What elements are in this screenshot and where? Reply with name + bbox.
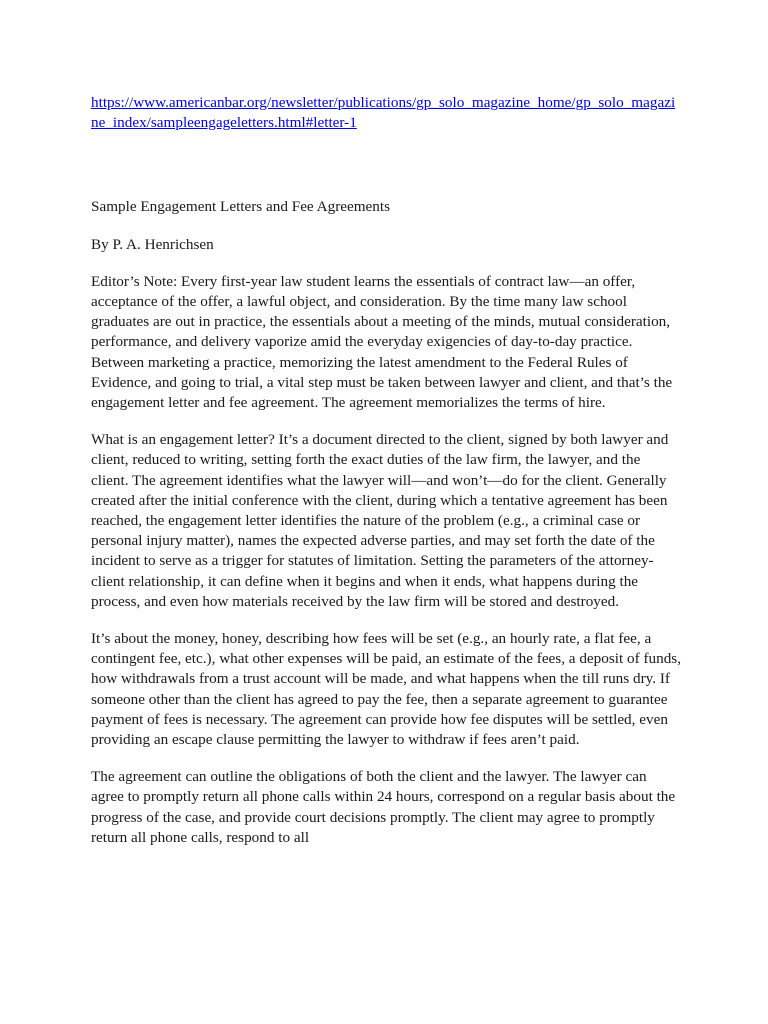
byline: By P. A. Henrichsen [91, 235, 214, 253]
paragraph-editors-note: Editor’s Note: Every first-year law student learns the essentials of contract law—an offer, acceptance of the offer, a lawful object, and consideration. By the time many law school graduates are out in practice, the essentials about a meeting of the minds, mutual consideration, performance, and delivery vaporize amid the everyday exigencies of day-to-day practice. Between marketing a practice, memorizing the latest amendment to the Federal Rules of Evidence, and going to trial, a vital step must be taken between lawyer and client, and that’s the engagement letter and fee agreement. The agreement memorializes the terms of hire. [91, 272, 673, 412]
paragraph-fees: It’s about the money, honey, describing how fees will be set (e.g., an hourly rate, a flat fee, a contingent fee, etc.), what other expenses will be paid, an estimate of the fees, a deposit of funds, how withdrawals from a trust account will be made, and what happens when the till runs dry. If someone other than the client has agreed to pay the fee, then a separate agreement to guarantee payment of fees is necessary. The agreement can provide how fee disputes will be settled, even providing an escape clause permitting the lawyer to withdraw if fees aren’t paid. [91, 630, 682, 749]
paragraph-obligations: The agreement can outline the obligations of both the client and the lawyer. The lawyer can agree to promptly return all phone calls within 24 hours, correspond on a regular basis about the progress of the case, and provide court decisions promptly. The client may agree to promptly return all phone calls, respond to all [91, 768, 676, 846]
source-link[interactable]: https://www.americanbar.org/newsletter/publications/gp_solo_magazine_home/gp_solo_magazine_index/sampleengageletters.html#letter-1 [91, 94, 676, 132]
document-body [91, 93, 681, 848]
document-title: Sample Engagement Letters and Fee Agreements [91, 198, 391, 216]
paragraph-engagement-letter-definition: What is an engagement letter? It’s a document directed to the client, signed by both lawyer and client, reduced to writing, setting forth the exact duties of the law firm, the lawyer, and the client. The agreement identifies what the lawyer will—and won’t—do for the client. Generally created after the initial conference with the client, during which a tentative agreement has been reached, the engagement letter identifies the nature of the problem (e.g., a criminal case or personal injury matter), names the expected adverse parties, and may set forth the date of the incident to serve as a trigger for statutes of limitation. Setting the parameters of the attorney-client relationship, it can define when it begins and when it ends, what happens during the process, and even how materials received by the law firm will be stored and destroyed. [91, 431, 669, 610]
